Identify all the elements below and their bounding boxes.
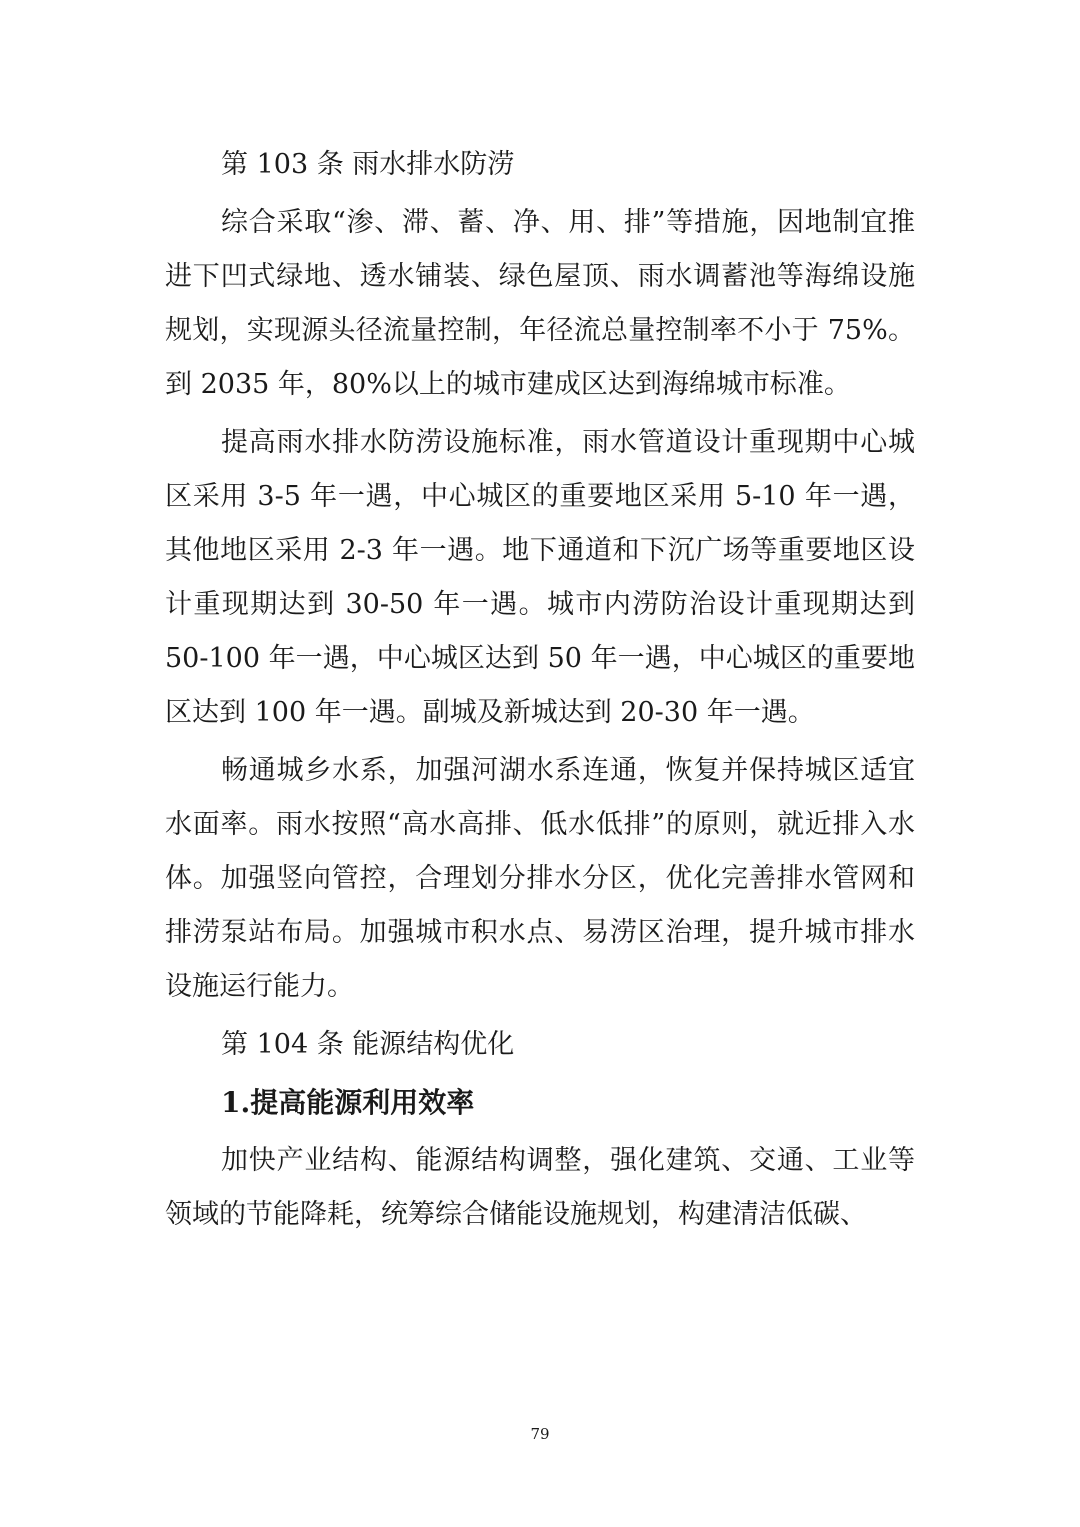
page-content xyxy=(165,138,915,1246)
article-103-heading: 第 103 条 雨水排水防涝 xyxy=(221,149,515,180)
article-103-paragraph-3: 畅通城乡水系，加强河湖水系连通，恢复并保持城区适宜水面率。雨水按照“高水高排、低水低排”的原则，就近排入水体。加强竖向管控，合理划分排水分区，优化完善排水管网和排涝泵站布局。加强城市积水点、易涝区治理，提升城市排水设施运行能力。 xyxy=(165,755,915,1002)
section-1-subheading: 1.提高能源利用效率 xyxy=(221,1086,475,1119)
page-number: 79 xyxy=(530,1425,550,1443)
article-103-paragraph-2: 提高雨水排水防涝设施标准，雨水管道设计重现期中心城区采用 3-5 年一遇，中心城区的重要地区采用 5-10 年一遇，其他地区采用 2-3 年一遇。地下通道和下沉广场等重要地区设计重现期达到 30-50 年一遇。城市内涝防治设计重现期达到 50-100 年一遇，中心城区达到 50 年一遇，中心城区的重要地区达到 100 年一遇。副城及新城达到 20-30 年一遇。 xyxy=(165,427,915,728)
article-104-paragraph-1: 加快产业结构、能源结构调整，强化建筑、交通、工业等领域的节能降耗，统筹综合储能设施规划，构建清洁低碳、 xyxy=(165,1145,915,1230)
article-103-paragraph-1: 综合采取“渗、滞、蓄、净、用、排”等措施，因地制宜推进下凹式绿地、透水铺装、绿色屋顶、雨水调蓄池等海绵设施规划，实现源头径流量控制，年径流总量控制率不小于 75%。到 2035 年，80%以上的城市建成区达到海绵城市标准。 xyxy=(165,207,915,400)
article-104-heading: 第 104 条 能源结构优化 xyxy=(221,1029,515,1060)
